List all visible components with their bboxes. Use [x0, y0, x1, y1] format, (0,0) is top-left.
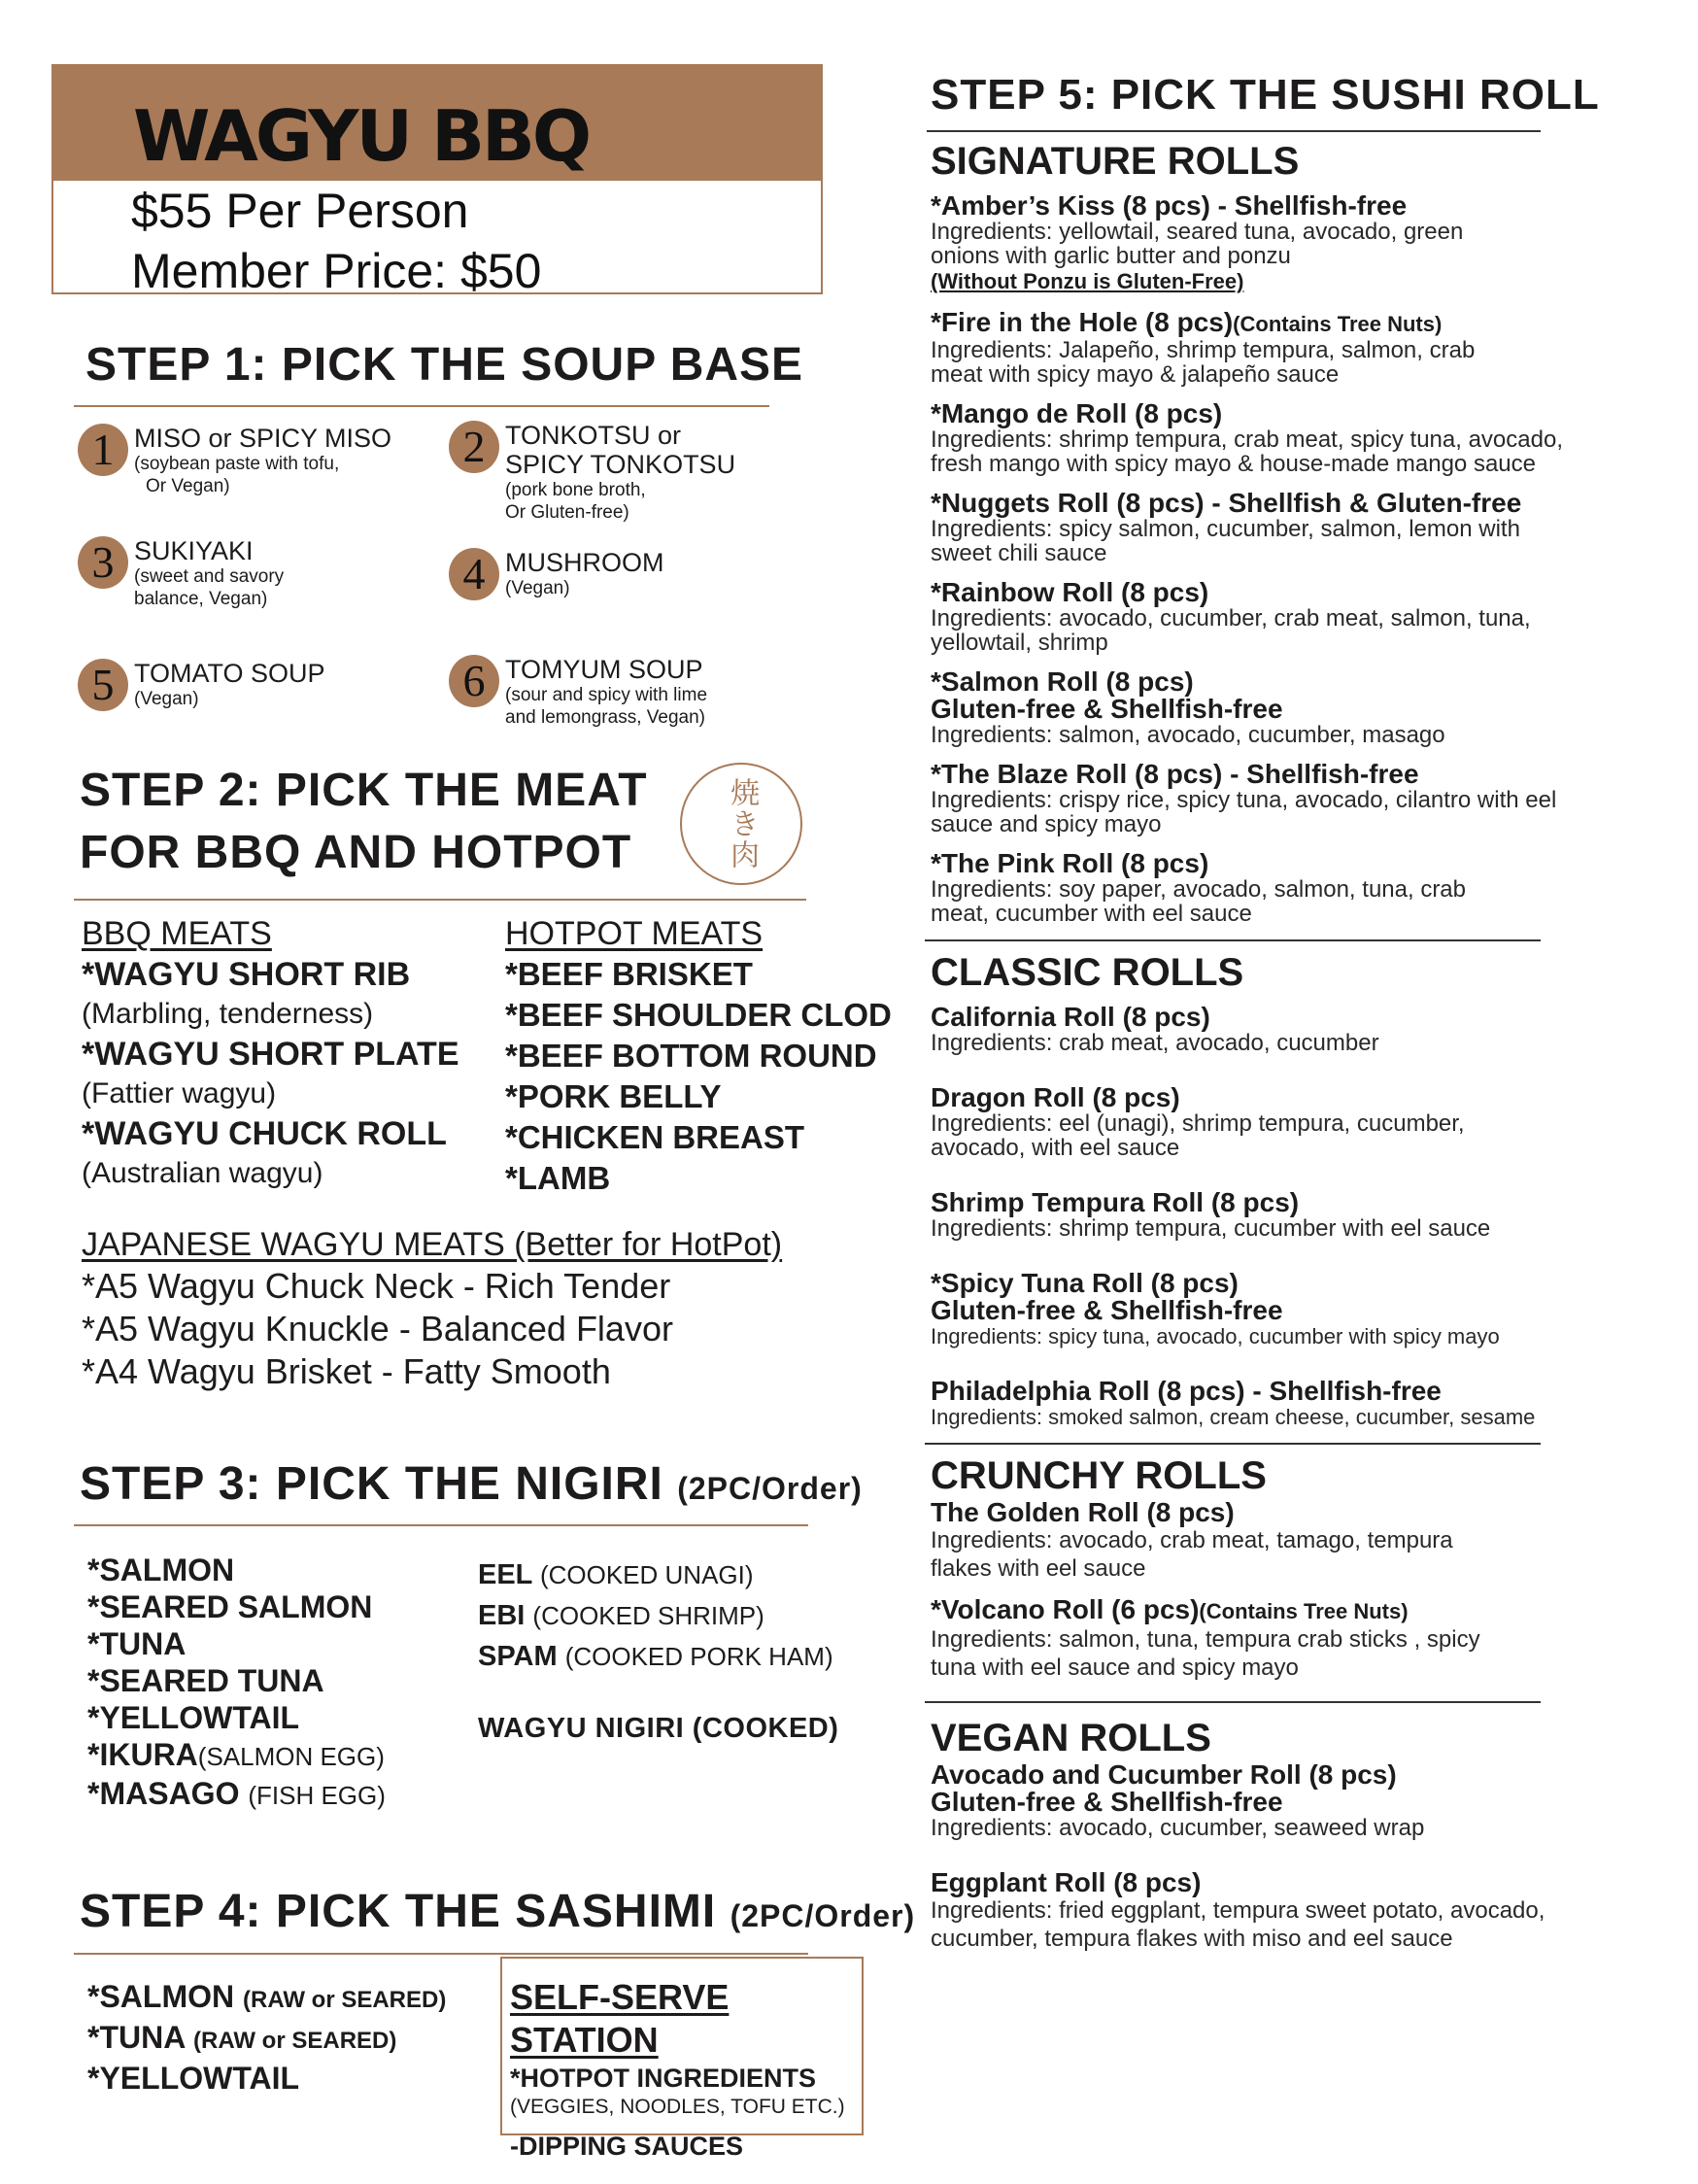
- roll-ingredients: Ingredients: fried eggplant, tempura sweet potato, avocado, cucumber, tempura flakes with miso and eel sauce: [931, 1897, 1545, 1952]
- section-heading-vegan: VEGAN ROLLS: [931, 1717, 1211, 1759]
- number-badge: 6: [449, 655, 499, 707]
- sashimi-item: [87, 2019, 446, 2060]
- meat-item: *LAMB: [505, 1160, 611, 1196]
- step3-title-text: STEP 3: PICK THE NIGIRI: [80, 1458, 663, 1510]
- meat-item: *WAGYU SHORT RIB: [82, 956, 411, 993]
- header-box: [51, 64, 823, 298]
- roll-name: *Mango de Roll (8 pcs): [931, 398, 1223, 428]
- roll-ingredients: Ingredients: Jalapeño, shrimp tempura, salmon, crab meat with spicy mayo & jalapeño sauce: [931, 337, 1476, 388]
- step5-column: [931, 68, 1649, 1966]
- nigiri-right-column: [478, 1554, 838, 1749]
- nigiri-item: [478, 1554, 838, 1595]
- hotpot-heading: HOTPOT MEATS: [505, 915, 764, 952]
- step1-title: STEP 1: PICK THE SOUP BASE: [85, 339, 804, 391]
- divider: [74, 899, 806, 901]
- roll-name: *Salmon Roll (8 pcs): [931, 666, 1194, 697]
- roll-item: [931, 1004, 1649, 1055]
- wagyu-item: *A5 Wagyu Knuckle - Balanced Flavor: [82, 1309, 673, 1348]
- roll-ingredients: Ingredients: salmon, avocado, cucumber, masago: [931, 722, 1445, 748]
- roll-name: *Fire in the Hole (8 pcs): [931, 307, 1234, 337]
- roll-name: *Rainbow Roll (8 pcs): [931, 577, 1209, 607]
- roll-item: [931, 1499, 1649, 1583]
- roll-ingredients: Ingredients: avocado, crab meat, tamago, tempura flakes with eel sauce: [931, 1527, 1453, 1582]
- step4-title: [80, 1883, 915, 1945]
- roll-item: [931, 579, 1649, 655]
- sashimi-list: [87, 1978, 446, 2097]
- section-heading-classic: CLASSIC ROLLS: [931, 951, 1244, 994]
- soup-item-2: [449, 421, 735, 524]
- roll-ingredients: Ingredients: shrimp tempura, cucumber with eel sauce: [931, 1215, 1491, 1242]
- self-serve-note: (VEGGIES, NOODLES, TOFU ETC.): [510, 2096, 845, 2118]
- stamp-text: 焼き肉: [725, 777, 759, 870]
- nigiri-item: [87, 1736, 386, 1775]
- divider: [925, 939, 1541, 941]
- divider: [74, 1524, 808, 1526]
- nigiri-note: (COOKED UNAGI): [539, 1560, 754, 1589]
- roll-allergen-tag: (Contains Tree Nuts): [1199, 1599, 1409, 1623]
- roll-ingredients: Ingredients: spicy tuna, avocado, cucumber with spicy mayo: [931, 1324, 1500, 1348]
- number-badge: 2: [449, 421, 499, 473]
- roll-name: The Golden Roll (8 pcs): [931, 1497, 1235, 1527]
- soup-name: TONKOTSU or: [505, 421, 682, 450]
- meat-item: *BEEF BRISKET: [505, 956, 753, 992]
- soup-item-6: [449, 655, 707, 729]
- roll-name: *The Pink Roll (8 pcs): [931, 848, 1209, 878]
- soup-name: MUSHROOM: [505, 548, 664, 577]
- nigiri-note: (FISH EGG): [248, 1781, 386, 1810]
- soup-name: TOMATO SOUP: [134, 659, 325, 688]
- nigiri-name: EEL: [478, 1559, 532, 1590]
- roll-ingredients: Ingredients: avocado, cucumber, crab meat, salmon, tuna, yellowtail, shrimp: [931, 605, 1531, 656]
- nigiri-item: [87, 1662, 386, 1699]
- roll-name: *Volcano Roll (6 pcs): [931, 1594, 1200, 1624]
- meat-item: *WAGYU SHORT PLATE: [82, 1036, 459, 1073]
- step4-title-text: STEP 4: PICK THE SASHIMI: [80, 1886, 717, 1937]
- soup-name: SPICY TONKOTSU: [505, 450, 736, 479]
- roll-item: [931, 1761, 1649, 1840]
- roll-name: Eggplant Roll (8 pcs): [931, 1867, 1202, 1897]
- number-badge: 5: [78, 659, 128, 711]
- meat-item: *BEEF SHOULDER CLOD: [505, 997, 892, 1033]
- soup-desc: and lemongrass, Vegan): [505, 707, 705, 728]
- soup-name: TOMYUM SOUP: [505, 655, 703, 684]
- hotpot-meats-column: [505, 913, 894, 1199]
- soup-desc: Or Vegan): [146, 476, 230, 496]
- price-per-person: $55 Per Person: [131, 184, 469, 238]
- roll-ingredients: Ingredients: eel (unagi), shrimp tempura, cucumber, avocado, with eel sauce: [931, 1110, 1465, 1161]
- divider: [74, 405, 769, 407]
- meat-item: *CHICKEN BREAST: [505, 1119, 805, 1155]
- roll-item: [931, 1869, 1649, 1953]
- roll-note: (Without Ponzu is Gluten-Free): [931, 269, 1244, 293]
- roll-item: [931, 1189, 1649, 1241]
- roll-item: [931, 668, 1649, 747]
- roll-name: *The Blaze Roll (8 pcs) - Shellfish-free: [931, 759, 1419, 789]
- roll-name: California Roll (8 pcs): [931, 1002, 1210, 1032]
- nigiri-name: *MASAGO: [87, 1776, 240, 1811]
- step5-title: STEP 5: PICK THE SUSHI ROLL: [931, 71, 1600, 119]
- roll-ingredients: Ingredients: crab meat, avocado, cucumber: [931, 1030, 1379, 1056]
- soup-desc: Or Gluten-free): [505, 502, 629, 523]
- yakiniku-stamp-icon: [680, 763, 802, 885]
- meat-item: *PORK BELLY: [505, 1078, 722, 1114]
- meat-item: *BEEF BOTTOM ROUND: [505, 1038, 877, 1074]
- nigiri-name: *IKURA: [87, 1737, 198, 1772]
- roll-item: [931, 192, 1649, 295]
- wagyu-item: *A5 Wagyu Chuck Neck - Rich Tender: [82, 1266, 671, 1306]
- roll-ingredients: Ingredients: yellowtail, seared tuna, avocado, green onions with garlic butter and ponzu: [931, 219, 1464, 269]
- soup-name: MISO or SPICY MISO: [134, 424, 392, 453]
- roll-dietary-tag: Gluten-free & Shellfish-free: [931, 1295, 1283, 1325]
- roll-ingredients: Ingredients: spicy salmon, cucumber, salmon, lemon with sweet chili sauce: [931, 516, 1520, 566]
- nigiri-item: [478, 1708, 838, 1749]
- nigiri-name: *SALMON: [87, 1553, 235, 1587]
- number-badge: 4: [449, 548, 499, 600]
- meat-note: (Marbling, tenderness): [82, 998, 374, 1030]
- nigiri-note: (COOKED SHRIMP): [532, 1601, 764, 1630]
- bbq-meats-column: [82, 913, 490, 1193]
- step3-subtitle: (2PC/Order): [677, 1471, 863, 1506]
- roll-ingredients: Ingredients: shrimp tempura, crab meat, spicy tuna, avocado, fresh mango with spicy mayo & house-made mango sauce: [931, 427, 1563, 477]
- sashimi-item: [87, 1978, 446, 2019]
- sashimi-note: (RAW or SEARED): [243, 1987, 447, 2013]
- roll-item: [931, 1378, 1649, 1429]
- nigiri-item: [87, 1625, 386, 1662]
- nigiri-name: *YELLOWTAIL: [87, 1700, 300, 1735]
- roll-name: *Spicy Tuna Roll (8 pcs): [931, 1268, 1239, 1298]
- roll-name: Dragon Roll (8 pcs): [931, 1082, 1180, 1112]
- number-badge: 1: [78, 424, 128, 476]
- divider: [925, 1701, 1541, 1703]
- roll-name: Avocado and Cucumber Roll (8 pcs): [931, 1759, 1397, 1790]
- roll-item: [931, 490, 1649, 565]
- self-serve-item: -DIPPING SAUCES: [510, 2132, 744, 2161]
- soup-item-3: [78, 536, 284, 610]
- step2-title-line1: STEP 2: PICK THE MEAT: [80, 765, 648, 816]
- nigiri-note: (COOKED PORK HAM): [564, 1642, 833, 1671]
- nigiri-item: [87, 1775, 386, 1814]
- sashimi-item: [87, 2060, 446, 2097]
- sashimi-note: (RAW or SEARED): [193, 2028, 397, 2054]
- soup-desc: (sweet and savory: [134, 566, 285, 587]
- sashimi-name: *YELLOWTAIL: [87, 2061, 300, 2096]
- nigiri-item: [87, 1588, 386, 1625]
- step2-title: [80, 762, 648, 882]
- nigiri-name: EBI: [478, 1600, 526, 1631]
- roll-allergen-tag: (Contains Tree Nuts): [1233, 312, 1443, 336]
- roll-item: [931, 1084, 1649, 1160]
- soup-name: SUKIYAKI: [134, 536, 254, 565]
- section-heading-crunchy: CRUNCHY ROLLS: [931, 1454, 1267, 1497]
- roll-item: [931, 1270, 1649, 1348]
- step4-subtitle: (2PC/Order): [730, 1898, 916, 1933]
- roll-dietary-tag: Gluten-free & Shellfish-free: [931, 694, 1283, 724]
- wagyu-item: *A4 Wagyu Brisket - Fatty Smooth: [82, 1351, 611, 1391]
- japanese-heading: JAPANESE WAGYU MEATS (Better for HotPot): [82, 1226, 783, 1263]
- meat-note: (Australian wagyu): [82, 1157, 323, 1189]
- roll-name: *Amber’s Kiss (8 pcs) - Shellfish-free: [931, 190, 1408, 221]
- nigiri-name: WAGYU NIGIRI (COOKED): [478, 1713, 839, 1744]
- nigiri-note: (SALMON EGG): [197, 1742, 385, 1771]
- soup-item-1: [78, 424, 391, 497]
- nigiri-left-column: [87, 1552, 386, 1814]
- roll-name: *Nuggets Roll (8 pcs) - Shellfish & Gluten-free: [931, 488, 1522, 518]
- nigiri-name: *SEARED TUNA: [87, 1663, 324, 1698]
- price-block: [131, 181, 541, 301]
- nigiri-item: [478, 1595, 838, 1636]
- nigiri-name: *SEARED SALMON: [87, 1589, 373, 1624]
- member-price: Member Price: $50: [131, 244, 542, 298]
- roll-item: [931, 761, 1649, 836]
- soup-desc: (soybean paste with tofu,: [134, 454, 340, 474]
- roll-item: [931, 400, 1649, 476]
- roll-name: Shrimp Tempura Roll (8 pcs): [931, 1187, 1300, 1217]
- step2-title-line2: FOR BBQ AND HOTPOT: [80, 827, 632, 878]
- roll-item: [931, 1596, 1649, 1682]
- roll-ingredients: Ingredients: salmon, tuna, tempura crab sticks , spicy tuna with eel sauce and spicy mayo: [931, 1626, 1480, 1681]
- self-serve-item: *HOTPOT INGREDIENTS: [510, 2064, 817, 2093]
- roll-name: Philadelphia Roll (8 pcs) - Shellfish-free: [931, 1376, 1442, 1406]
- soup-desc: (Vegan): [505, 578, 570, 598]
- bbq-heading: BBQ MEATS: [82, 915, 272, 952]
- restaurant-title: WAGYU BBQ: [133, 95, 590, 177]
- number-badge: 3: [78, 536, 128, 589]
- soup-desc: (Vegan): [134, 689, 199, 709]
- nigiri-name: *TUNA: [87, 1626, 187, 1661]
- nigiri-name: SPAM: [478, 1641, 558, 1672]
- sashimi-name: *SALMON: [87, 1979, 235, 2014]
- roll-ingredients: Ingredients: smoked salmon, cream cheese, cucumber, sesame: [931, 1405, 1536, 1429]
- meat-note: (Fattier wagyu): [82, 1077, 277, 1109]
- soup-desc: (pork bone broth,: [505, 480, 646, 500]
- soup-desc: balance, Vegan): [134, 589, 268, 609]
- roll-item: [931, 850, 1649, 926]
- divider: [74, 1953, 808, 1955]
- self-serve-station-box: [500, 1957, 864, 2161]
- section-heading-signature: SIGNATURE ROLLS: [931, 140, 1300, 183]
- nigiri-item: [87, 1552, 386, 1588]
- nigiri-item: [87, 1699, 386, 1736]
- soup-desc: (sour and spicy with lime: [505, 685, 708, 705]
- self-serve-heading: SELF-SERVE STATION: [510, 1977, 730, 2060]
- roll-ingredients: Ingredients: avocado, cucumber, seaweed wrap: [931, 1815, 1425, 1841]
- roll-dietary-tag: Gluten-free & Shellfish-free: [931, 1787, 1283, 1817]
- soup-item-5: [78, 659, 325, 711]
- nigiri-item: [478, 1636, 838, 1677]
- step3-title: [80, 1455, 863, 1518]
- roll-item: [931, 309, 1649, 387]
- divider: [925, 1443, 1541, 1445]
- sashimi-name: *TUNA: [87, 2020, 186, 2055]
- meat-item: *WAGYU CHUCK ROLL: [82, 1115, 447, 1152]
- divider: [927, 130, 1541, 132]
- roll-ingredients: Ingredients: soy paper, avocado, salmon, tuna, crab meat, cucumber with eel sauce: [931, 876, 1467, 927]
- japanese-wagyu-block: [82, 1224, 859, 1393]
- roll-ingredients: Ingredients: crispy rice, spicy tuna, avocado, cilantro with eel sauce and spicy mayo: [931, 787, 1557, 837]
- soup-item-4: [449, 548, 664, 600]
